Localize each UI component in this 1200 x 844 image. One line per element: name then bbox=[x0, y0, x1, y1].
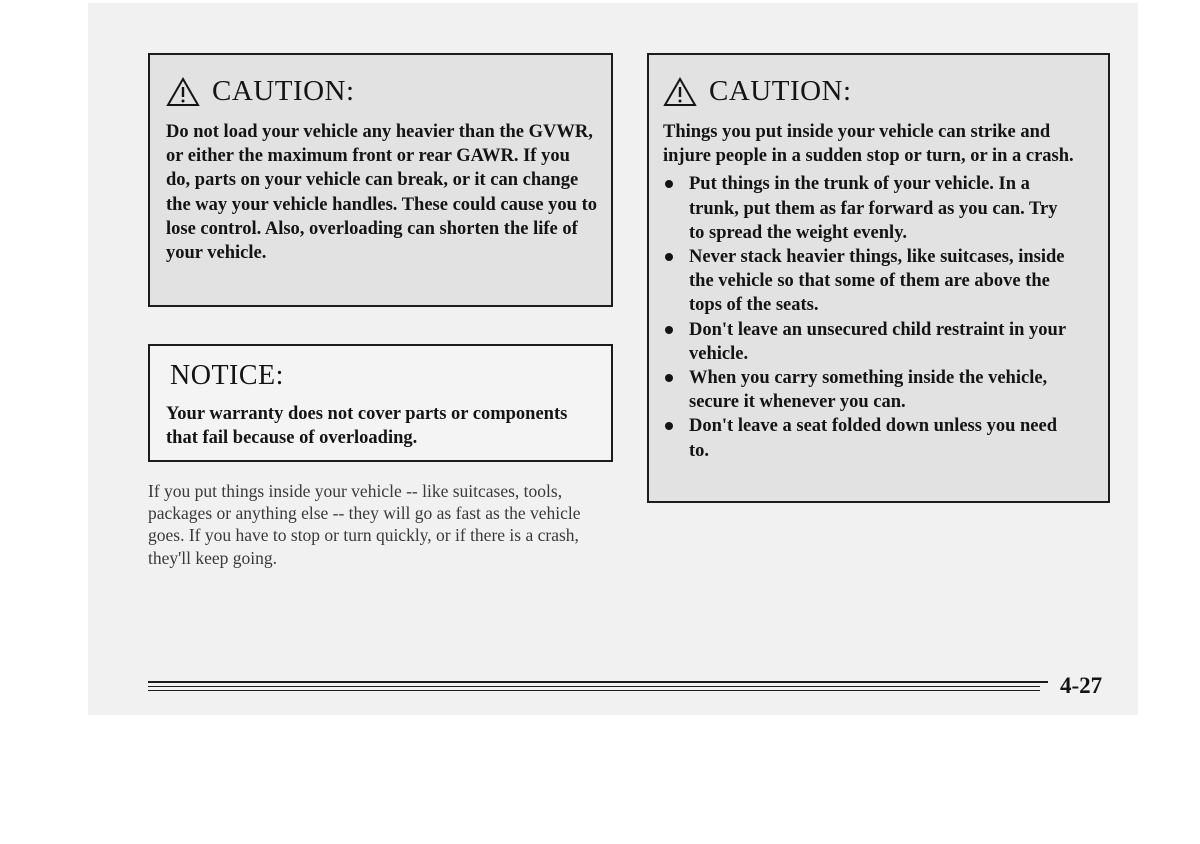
bullet-dot bbox=[665, 253, 673, 261]
bullet-item: When you carry something inside the vehicle, secure it whenever you can. bbox=[663, 366, 1073, 414]
caution-title: CAUTION: bbox=[212, 75, 355, 107]
caution-box-loose-items bbox=[647, 53, 1110, 503]
bullet-item: Never stack heavier things, like suitcases, inside the vehicle so that some of them are above the tops of the seats. bbox=[663, 245, 1073, 318]
caution-bullet-list bbox=[663, 172, 1073, 462]
caution-title: CAUTION: bbox=[709, 75, 852, 107]
footer-rule bbox=[148, 681, 1048, 683]
bullet-item: Put things in the trunk of your vehicle. In a trunk, put them as far forward as you can. Try to spread the weight evenly. bbox=[663, 172, 1073, 245]
caution-box-overloading bbox=[148, 53, 613, 307]
notice-title: NOTICE: bbox=[170, 360, 284, 391]
warning-triangle-icon bbox=[663, 77, 697, 107]
footer-rule bbox=[148, 686, 1040, 687]
footer-rule bbox=[148, 690, 1040, 691]
bullet-dot bbox=[665, 180, 673, 188]
caution-heading bbox=[663, 75, 1094, 108]
body-paragraph: If you put things inside your vehicle -- like suitcases, tools, packages or anything else -- they will go as fast as the vehicle goes. If you have to stop or turn quickly, or if there is a crash, they'll keep going. bbox=[148, 481, 581, 568]
page-number: 4-27 bbox=[1060, 673, 1103, 698]
caution-text: Do not load your vehicle any heavier than the GVWR, or either the maximum front or rear GAWR. If you do, parts on your vehicle can break, or it can change the way your vehicle handles. These could cause you to lose control. Also, overloading can shorten the life of your vehicle. bbox=[166, 122, 598, 264]
bullet-item: Don't leave an unsecured child restraint in your vehicle. bbox=[663, 318, 1073, 366]
bullet-dot bbox=[665, 422, 673, 430]
notice-text: Your warranty does not cover parts or components that fail because of overloading. bbox=[166, 404, 568, 449]
bullet-dot bbox=[665, 374, 673, 382]
bullet-dot bbox=[665, 326, 673, 334]
bullet-item: Don't leave a seat folded down unless you need to. bbox=[663, 414, 1073, 462]
warning-triangle-icon bbox=[166, 77, 200, 107]
caution-intro: Things you put inside your vehicle can strike and injure people in a sudden stop or turn, or in a crash. bbox=[663, 122, 1074, 167]
notice-box-warranty bbox=[148, 344, 613, 462]
caution-heading bbox=[166, 75, 597, 108]
notice-heading bbox=[166, 360, 597, 392]
